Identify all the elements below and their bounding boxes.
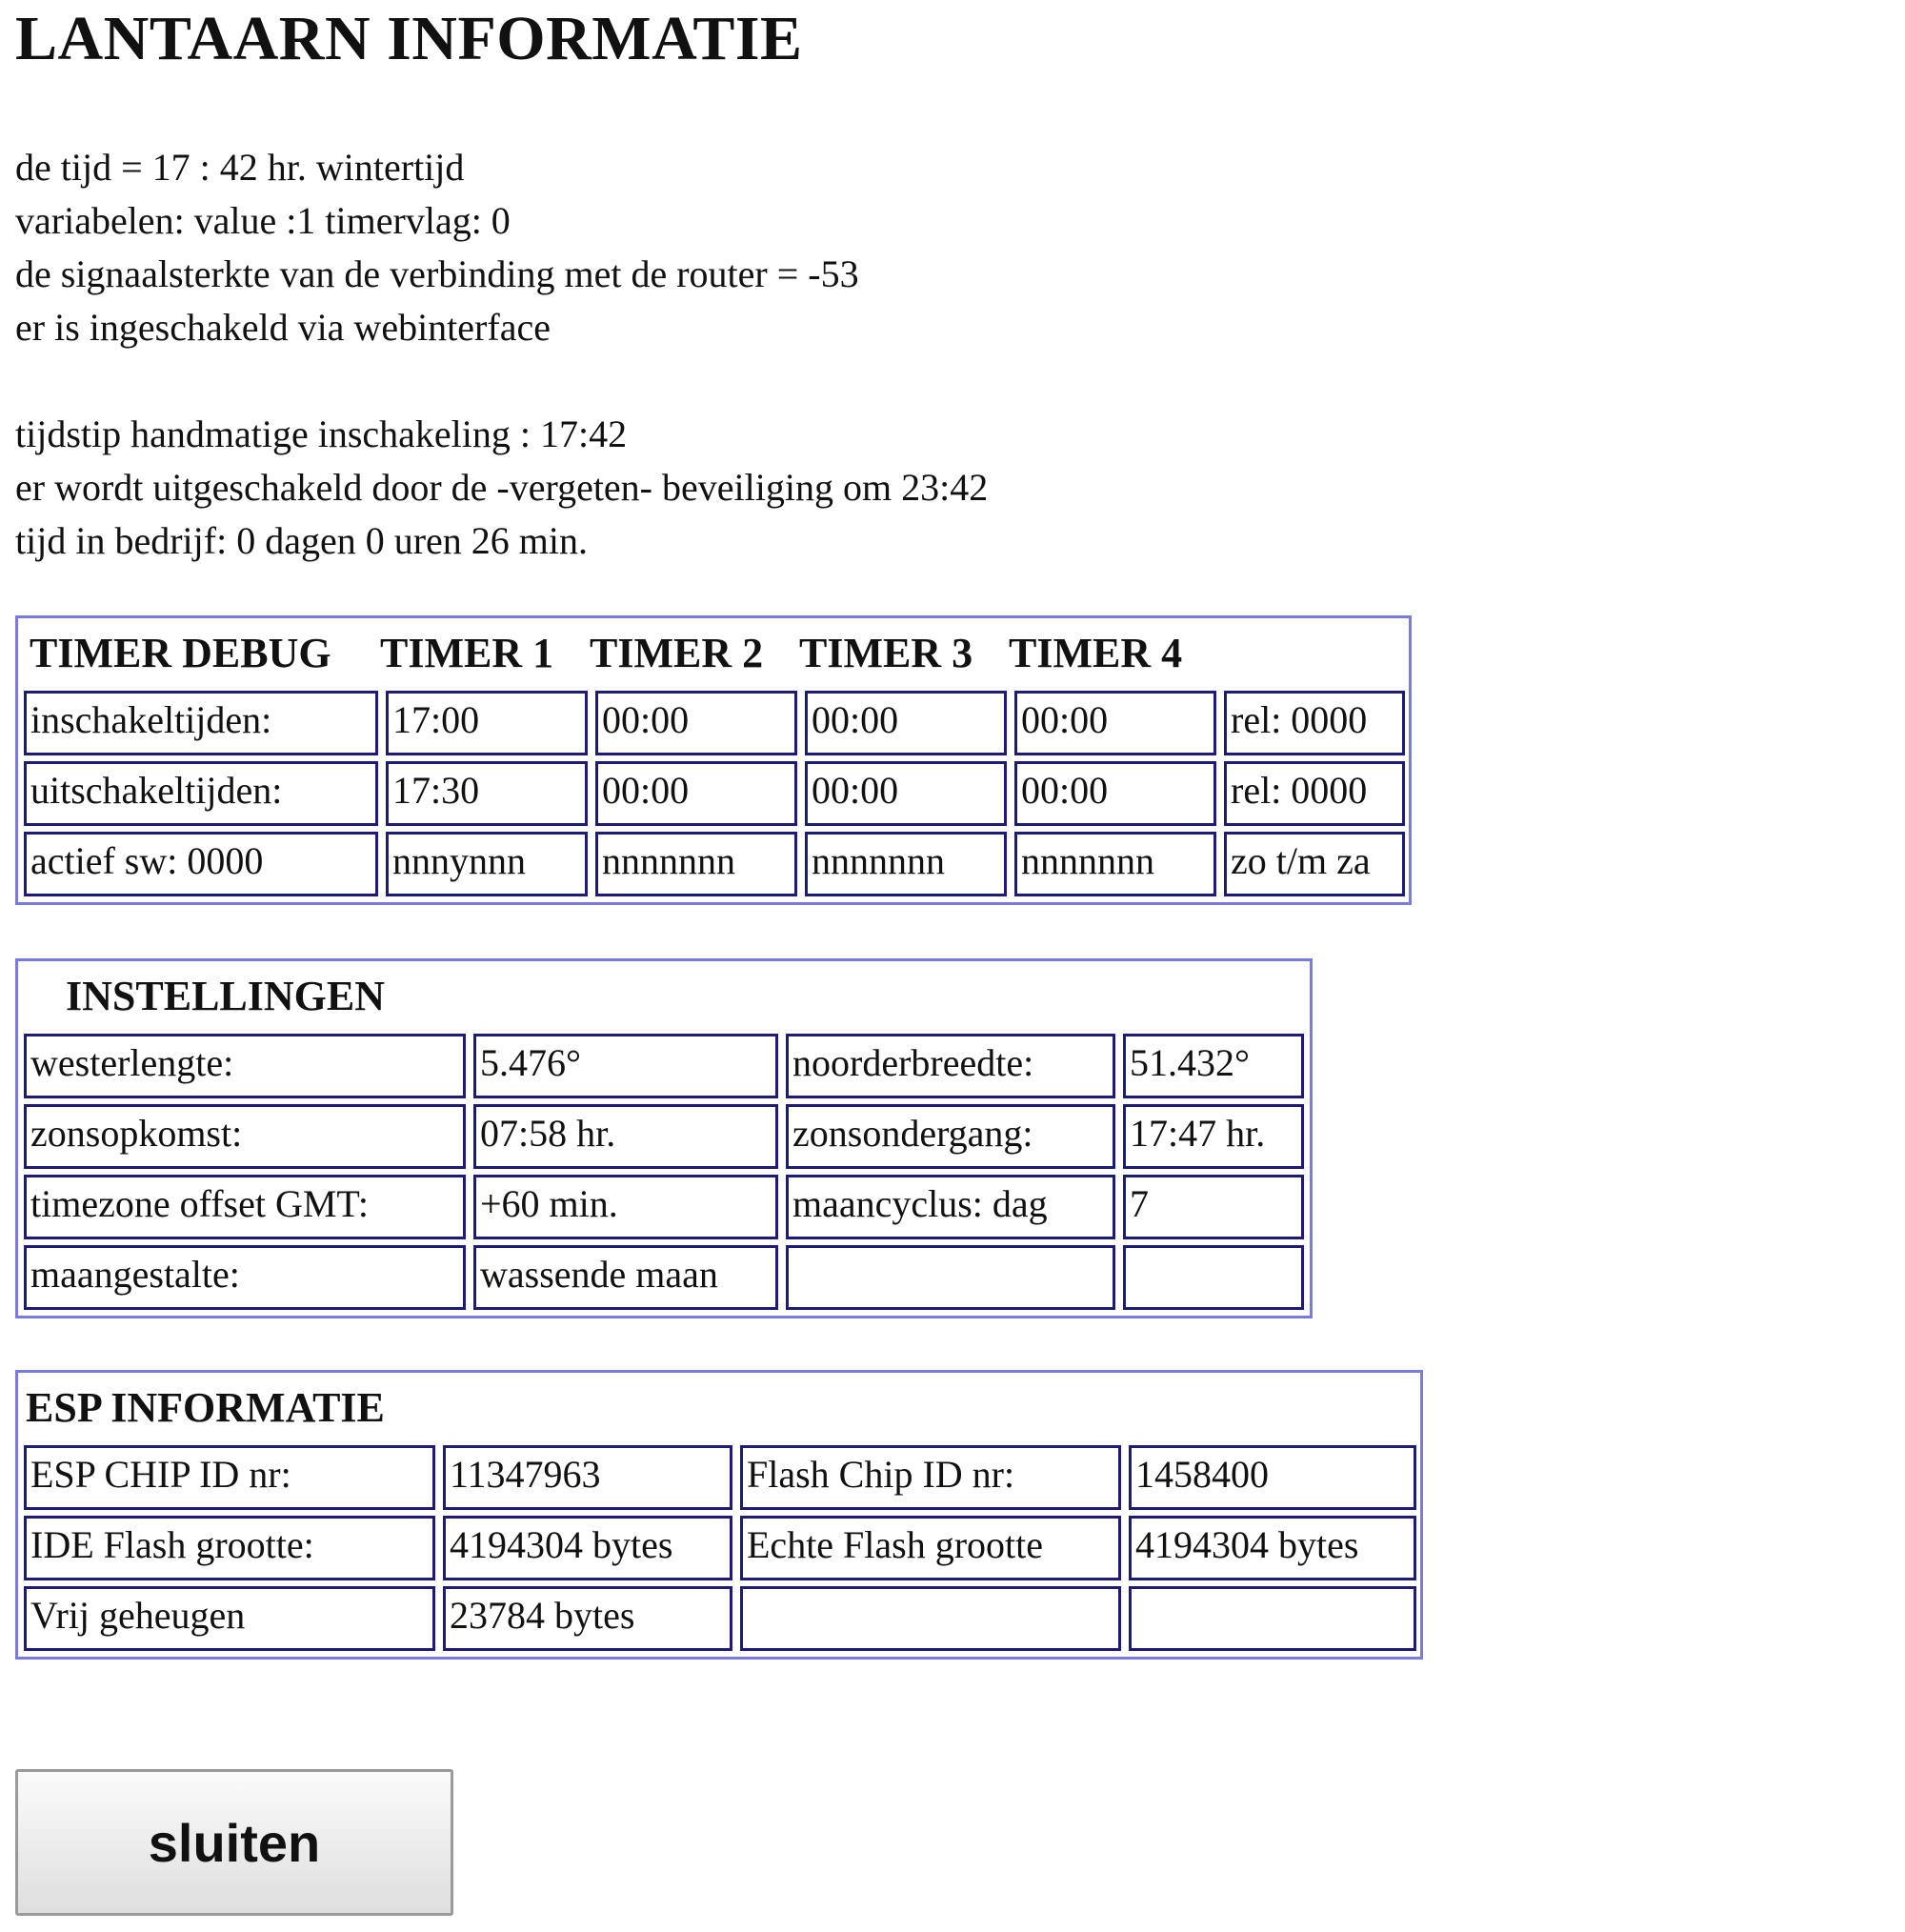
timer-cell: inschakeltijden:	[24, 691, 378, 755]
info-line-signal: de signaalsterkte van de verbinding met de router = -53	[15, 252, 859, 295]
timer-cell: uitschakeltijden:	[24, 761, 378, 826]
timer-cell: rel: 0000	[1224, 761, 1405, 826]
timer-debug-header: TIMER DEBUG	[30, 630, 331, 676]
esp-cell: 23784 bytes	[443, 1586, 732, 1651]
setting-cell: maangestalte:	[24, 1245, 466, 1310]
timer-cell: nnnnnnn	[805, 832, 1007, 896]
timer-cell: nnnynnn	[386, 832, 588, 896]
info-line-variables: variabelen: value :1 timervlag: 0	[15, 199, 511, 242]
setting-cell	[1123, 1245, 1304, 1310]
setting-cell: noorderbreedte:	[786, 1034, 1115, 1098]
instellingen-header: INSTELLINGEN	[66, 973, 386, 1019]
timer-2-header: TIMER 2	[590, 630, 764, 676]
lantaarn-info-page	[15, 0, 1882, 1873]
timer-cell: 00:00	[805, 761, 1007, 826]
info-line-uptime: tijd in bedrijf: 0 dagen 0 uren 26 min.	[15, 519, 588, 562]
timer-cell: 17:30	[386, 761, 588, 826]
esp-cell: 4194304 bytes	[443, 1516, 732, 1580]
timer-4-header: TIMER 4	[1009, 630, 1183, 676]
timer-cell: rel: 0000	[1224, 691, 1405, 755]
setting-cell: westerlengte:	[24, 1034, 466, 1098]
timer-3-header: TIMER 3	[799, 630, 973, 676]
setting-cell: 5.476°	[473, 1034, 778, 1098]
close-button[interactable]: sluiten	[15, 1769, 453, 1916]
setting-cell: maancyclus: dag	[786, 1175, 1115, 1239]
info-line-auto-off: er wordt uitgeschakeld door de -vergeten- beveiliging om 23:42	[15, 466, 989, 509]
setting-cell: +60 min.	[473, 1175, 778, 1239]
setting-cell: 7	[1123, 1175, 1304, 1239]
setting-cell: 17:47 hr.	[1123, 1104, 1304, 1169]
timer-cell: 00:00	[595, 691, 797, 755]
esp-cell: Echte Flash grootte	[740, 1516, 1121, 1580]
setting-cell: zonsopkomst:	[24, 1104, 466, 1169]
timer-cell: 00:00	[1014, 761, 1216, 826]
timer-cell: 00:00	[1014, 691, 1216, 755]
page-title: LANTAARN INFORMATIE	[15, 4, 803, 73]
timer-cell: 17:00	[386, 691, 588, 755]
esp-cell: 1458400	[1129, 1445, 1416, 1510]
setting-cell: 07:58 hr.	[473, 1104, 778, 1169]
timer-cell: actief sw: 0000	[24, 832, 378, 896]
info-line-time: de tijd = 17 : 42 hr. wintertijd	[15, 146, 465, 189]
timer-cell: 00:00	[595, 761, 797, 826]
setting-cell	[786, 1245, 1115, 1310]
timer-cell: 00:00	[805, 691, 1007, 755]
esp-cell: Flash Chip ID nr:	[740, 1445, 1121, 1510]
status-info	[15, 141, 1882, 568]
esp-cell: ESP CHIP ID nr:	[24, 1445, 435, 1510]
timer-cell: nnnnnnn	[595, 832, 797, 896]
info-line-manual-on: tijdstip handmatige inschakeling : 17:42	[15, 413, 628, 455]
setting-cell: zonsondergang:	[786, 1104, 1115, 1169]
timer-1-header: TIMER 1	[380, 630, 554, 676]
esp-informatie-table	[15, 1370, 1423, 1660]
timer-debug-table	[15, 615, 1412, 905]
esp-cell	[1129, 1586, 1416, 1651]
timer-cell: nnnnnnn	[1014, 832, 1216, 896]
setting-cell: wassende maan	[473, 1245, 778, 1310]
esp-cell: IDE Flash grootte:	[24, 1516, 435, 1580]
setting-cell: timezone offset GMT:	[24, 1175, 466, 1239]
esp-cell	[740, 1586, 1121, 1651]
instellingen-table	[15, 958, 1313, 1318]
timer-cell: zo t/m za	[1224, 832, 1405, 896]
esp-cell: Vrij geheugen	[24, 1586, 435, 1651]
esp-informatie-header: ESP INFORMATIE	[26, 1384, 385, 1431]
info-line-switch-source: er is ingeschakeld via webinterface	[15, 306, 551, 349]
esp-cell: 4194304 bytes	[1129, 1516, 1416, 1580]
esp-cell: 11347963	[443, 1445, 732, 1510]
setting-cell: 51.432°	[1123, 1034, 1304, 1098]
